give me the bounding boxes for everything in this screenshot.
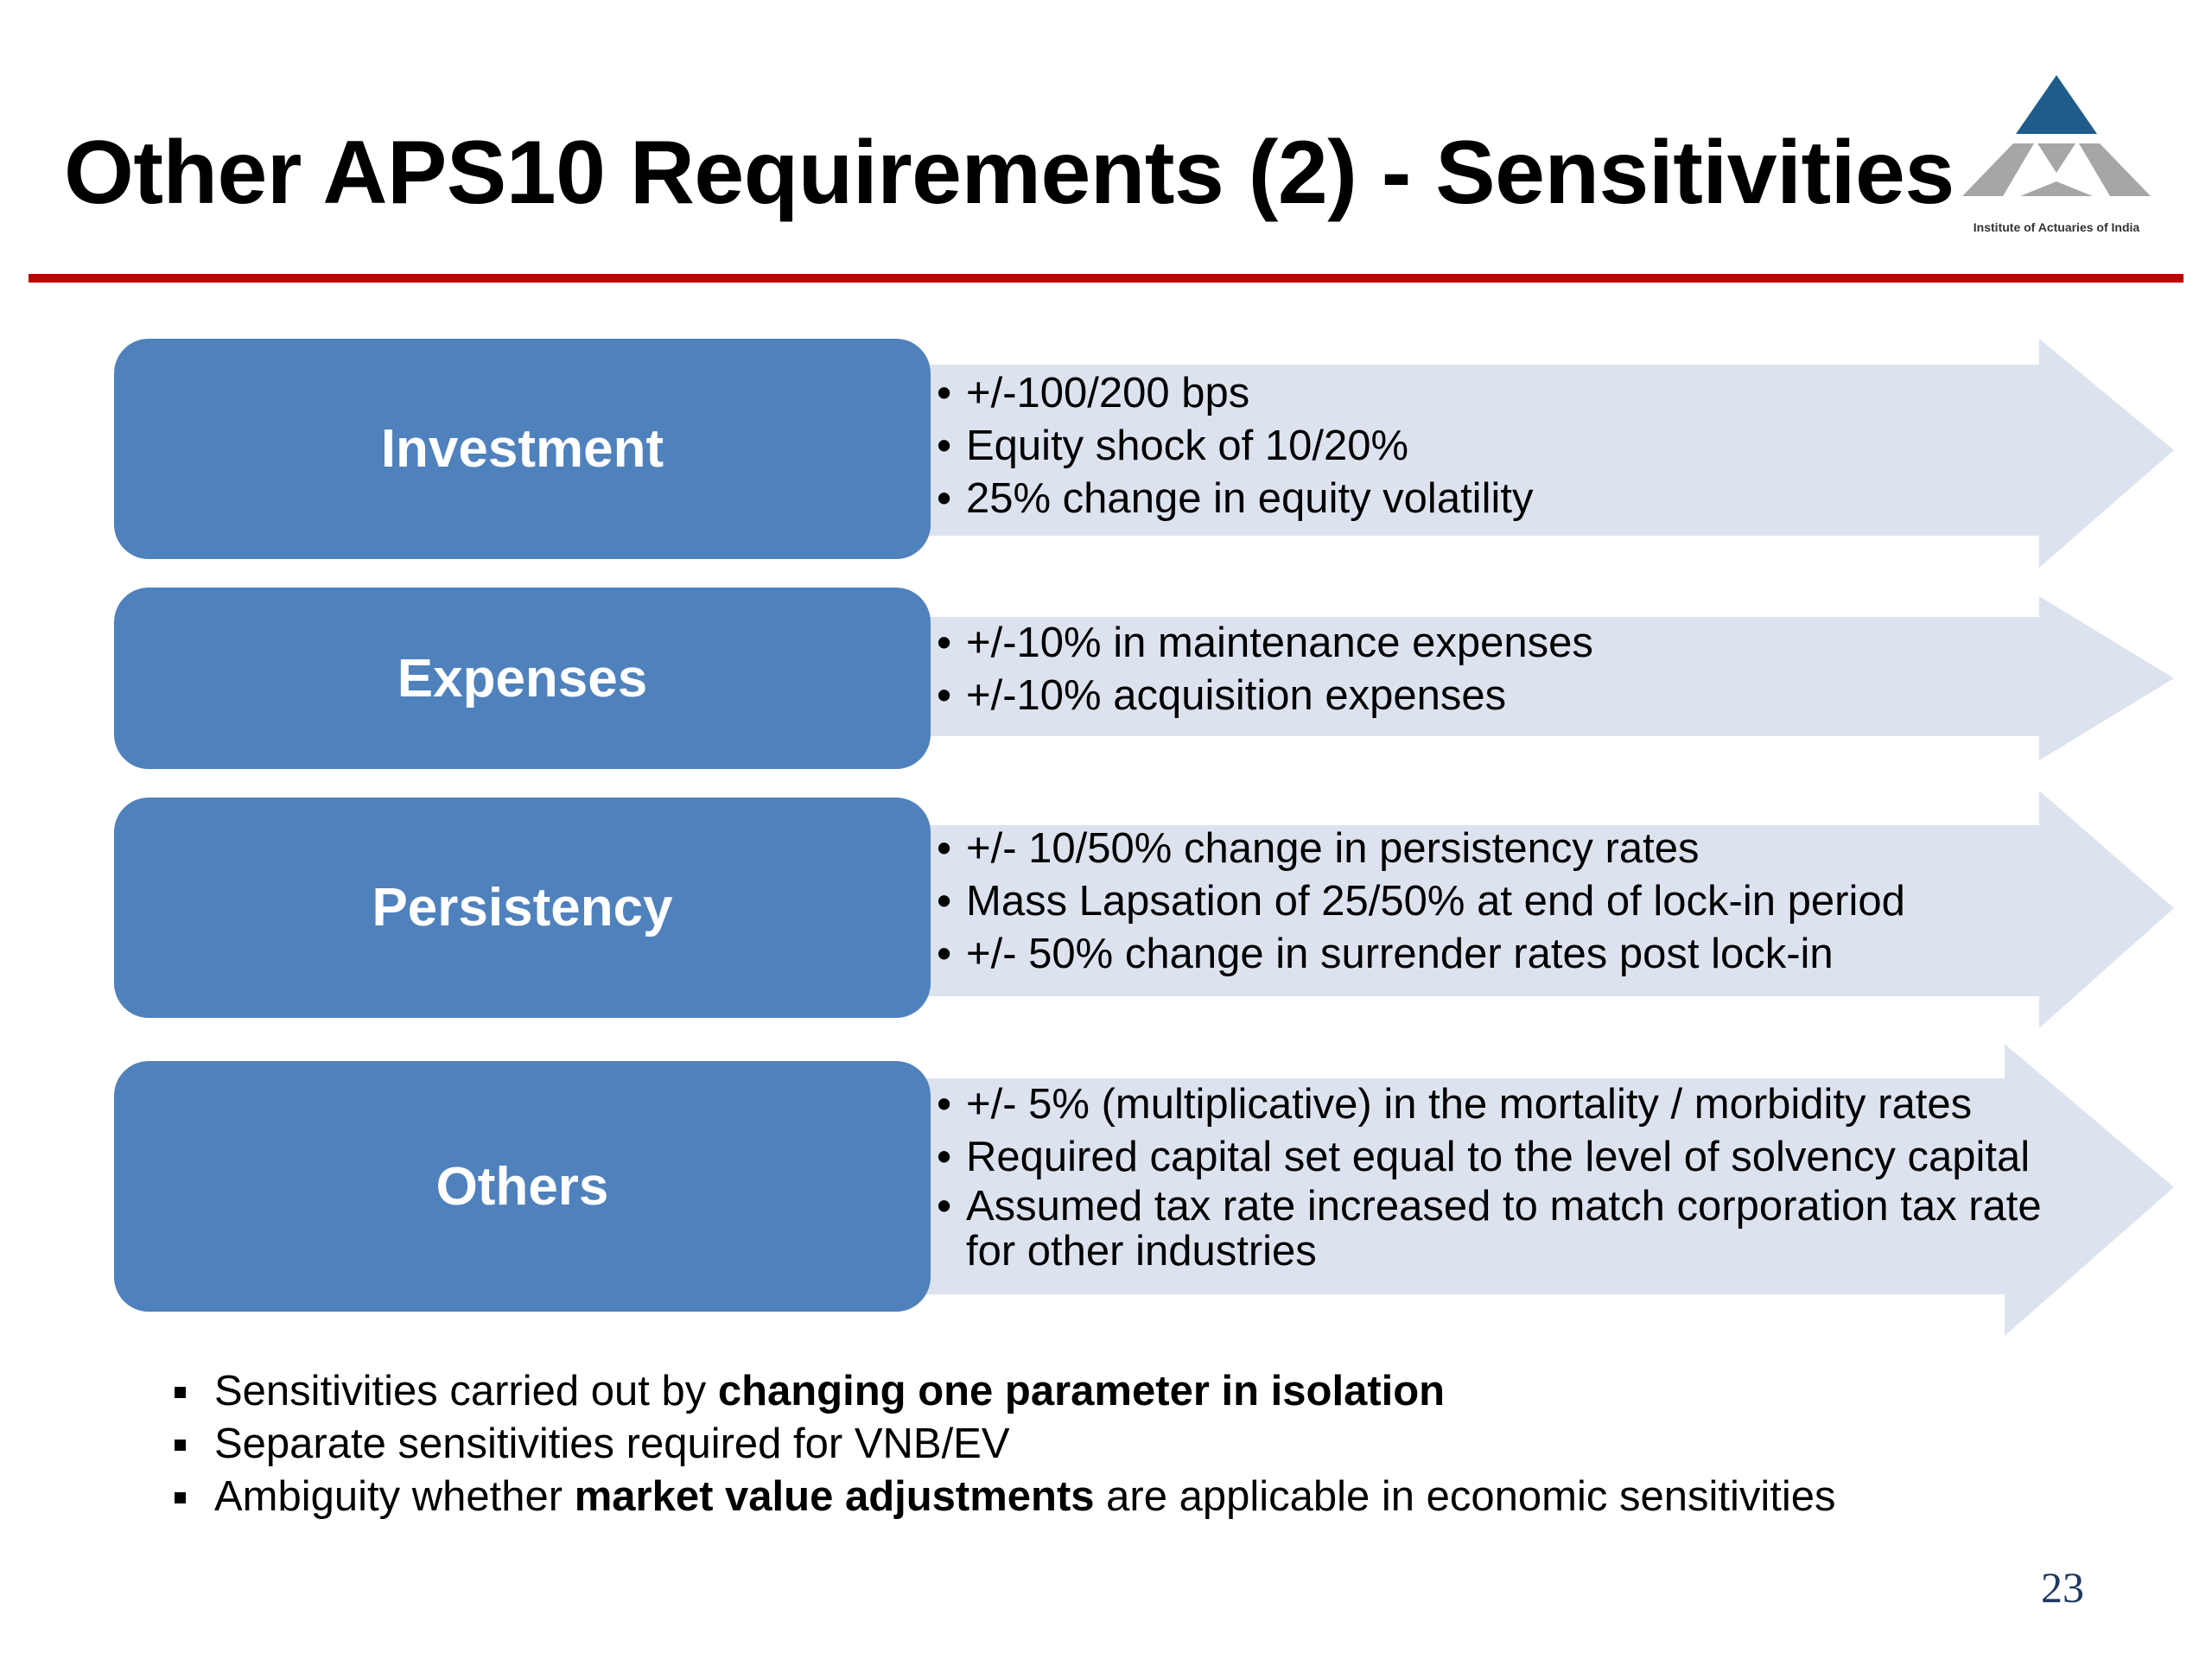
note-item xyxy=(173,1471,1836,1523)
bullet-item: • +/-10% in maintenance expenses xyxy=(937,617,1593,670)
note-text: Ambiguity whether xyxy=(214,1473,575,1520)
category-row-persistency xyxy=(114,791,2174,1028)
category-label: Expenses xyxy=(397,648,648,709)
category-label: Investment xyxy=(380,419,664,479)
note-item xyxy=(173,1365,1836,1418)
bullet-item: • +/- 10/50% change in persistency rates xyxy=(937,823,1905,875)
institute-logo-icon xyxy=(1955,71,2158,222)
category-bullets xyxy=(937,617,1593,722)
note-text: are applicable in economic sensitivities xyxy=(1094,1473,1836,1520)
bullet-item: • +/- 5% (multiplicative) in the mortality / morbidity rates xyxy=(937,1078,2051,1131)
bullet-item: • +/-10% acquisition expenses xyxy=(937,670,1593,722)
category-pill-expenses xyxy=(114,588,931,769)
page-number: 23 xyxy=(2041,1563,2084,1611)
note-emphasis: market value adjustments xyxy=(574,1473,1095,1520)
category-pill-others xyxy=(114,1061,931,1312)
category-bullets xyxy=(937,823,1905,981)
note-item xyxy=(173,1418,1836,1471)
category-pill-investment xyxy=(114,339,931,559)
bullet-item: • 25% change in equity volatility xyxy=(937,473,1533,525)
bullet-item: • Assumed tax rate increased to match corporation tax rate for other industries xyxy=(937,1184,2051,1274)
notes-list xyxy=(173,1365,1836,1523)
category-bullets xyxy=(937,367,1533,525)
category-label: Persistency xyxy=(372,878,673,938)
slide-title: Other APS10 Requirements (2) - Sensitivities xyxy=(64,123,1955,223)
category-pill-persistency xyxy=(114,798,931,1018)
bullet-item: • Required capital set equal to the level of solvency capital xyxy=(937,1131,2051,1184)
bullet-item: • +/-100/200 bps xyxy=(937,367,1533,420)
bullet-item: • Equity shock of 10/20% xyxy=(937,420,1533,473)
category-row-expenses xyxy=(114,596,2174,760)
category-row-others xyxy=(114,1044,2174,1336)
category-bullets xyxy=(937,1078,2051,1274)
category-row-investment xyxy=(114,339,2174,568)
institute-logo xyxy=(1955,71,2158,244)
bullet-item: • Mass Lapsation of 25/50% at end of lock-in period xyxy=(937,875,1905,928)
bullet-item: • +/- 50% change in surrender rates post lock-in xyxy=(937,928,1905,981)
logo-caption: Institute of Actuaries of India xyxy=(1973,220,2140,234)
note-text: Sensitivities carried out by xyxy=(214,1368,718,1414)
note-text: Separate sensitivities required for VNB/EV xyxy=(214,1421,1010,1467)
category-label: Others xyxy=(435,1156,609,1217)
note-emphasis: changing one parameter in isolation xyxy=(717,1368,1446,1414)
title-underline xyxy=(29,274,2183,283)
